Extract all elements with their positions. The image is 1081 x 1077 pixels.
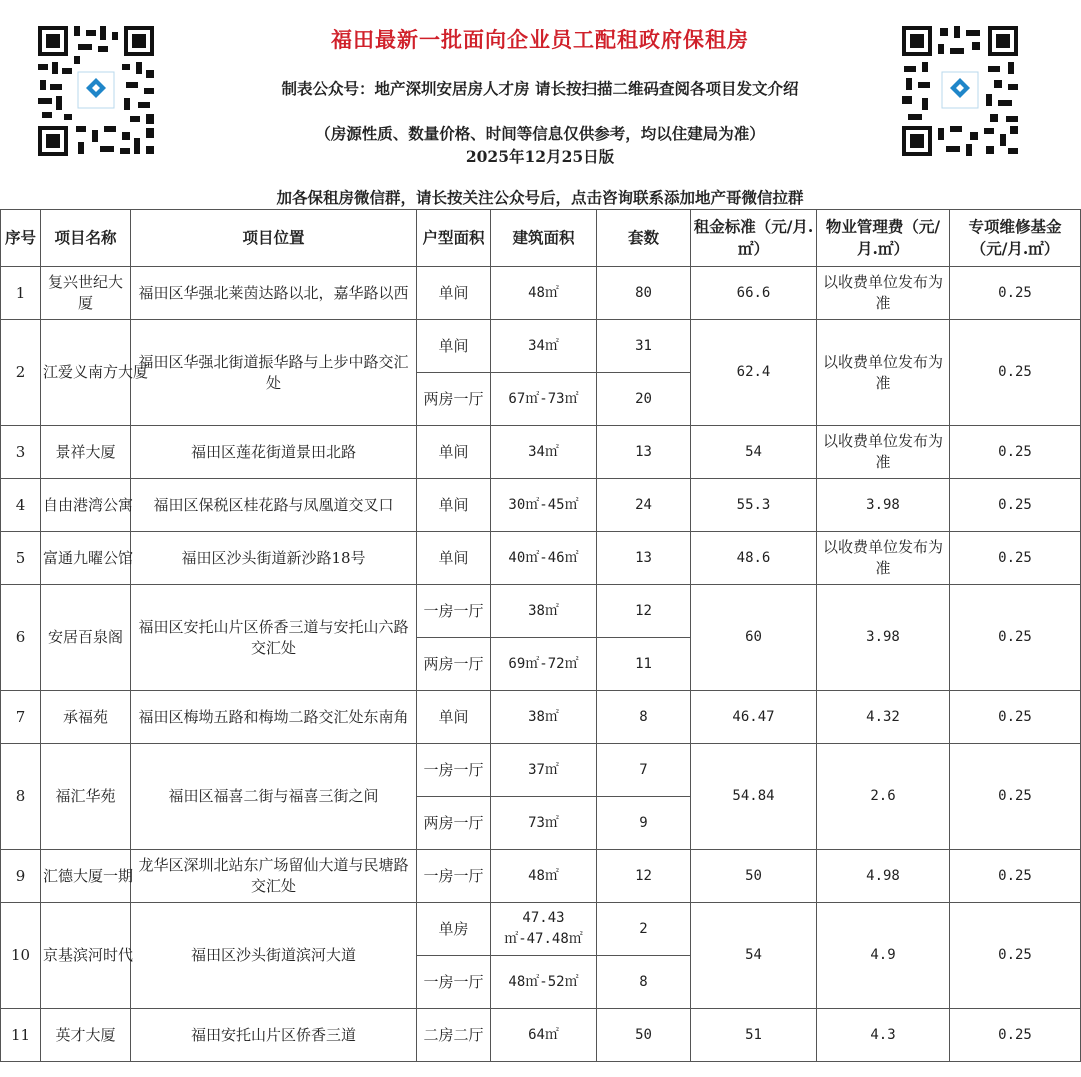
header-area: 建筑面积 bbox=[491, 210, 597, 267]
row-name: 英才大厦 bbox=[41, 1009, 131, 1062]
row-units: 8 bbox=[597, 956, 691, 1009]
row-area: 37㎡ bbox=[491, 744, 597, 797]
row-type: 两房一厅 bbox=[417, 638, 491, 691]
header-fund: 专项维修基金（元/月.㎡） bbox=[950, 210, 1081, 267]
row-location: 福田区安托山片区侨香三道与安托山六路交汇处 bbox=[131, 585, 417, 691]
row-units: 12 bbox=[597, 850, 691, 903]
header-name: 项目名称 bbox=[41, 210, 131, 267]
row-type: 一房一厅 bbox=[417, 744, 491, 797]
row-fund: 0.25 bbox=[950, 479, 1081, 532]
row-fund: 0.25 bbox=[950, 903, 1081, 1009]
row-type: 两房一厅 bbox=[417, 373, 491, 426]
row-location: 福田安托山片区侨香三道 bbox=[131, 1009, 417, 1062]
row-units: 13 bbox=[597, 532, 691, 585]
row-units: 24 bbox=[597, 479, 691, 532]
row-type: 单房 bbox=[417, 903, 491, 956]
row-fee: 4.98 bbox=[817, 850, 950, 903]
header-rent: 租金标准（元/月.㎡） bbox=[691, 210, 817, 267]
row-units: 2 bbox=[597, 903, 691, 956]
row-type: 一房一厅 bbox=[417, 850, 491, 903]
row-fee: 以收费单位发布为准 bbox=[817, 320, 950, 426]
row-units: 12 bbox=[597, 585, 691, 638]
row-type: 一房一厅 bbox=[417, 585, 491, 638]
row-rent: 54 bbox=[691, 903, 817, 1009]
row-area: 64㎡ bbox=[491, 1009, 597, 1062]
row-fund: 0.25 bbox=[950, 320, 1081, 426]
table-header-row bbox=[1, 210, 1081, 267]
table-row bbox=[1, 903, 1081, 956]
table-row bbox=[1, 744, 1081, 797]
header-fee: 物业管理费（元/月.㎡） bbox=[817, 210, 950, 267]
wechat-group-note: 加各保租房微信群，请长按关注公众号后，点击咨询联系添加地产哥微信拉群 bbox=[276, 188, 804, 207]
row-units: 80 bbox=[597, 267, 691, 320]
row-no: 5 bbox=[1, 532, 41, 585]
row-location: 福田区福喜二街与福喜三街之间 bbox=[131, 744, 417, 850]
housing-table bbox=[0, 209, 1081, 1062]
row-no: 10 bbox=[1, 903, 41, 1009]
row-fund: 0.25 bbox=[950, 267, 1081, 320]
qr-code-left[interactable] bbox=[34, 22, 158, 160]
row-no: 3 bbox=[1, 426, 41, 479]
row-units: 50 bbox=[597, 1009, 691, 1062]
row-rent: 51 bbox=[691, 1009, 817, 1062]
row-name: 京基滨河时代 bbox=[41, 903, 131, 1009]
row-rent: 46.47 bbox=[691, 691, 817, 744]
row-area: 48㎡ bbox=[491, 267, 597, 320]
row-location: 福田区沙头街道新沙路18号 bbox=[131, 532, 417, 585]
row-rent: 50 bbox=[691, 850, 817, 903]
row-type: 二房二厅 bbox=[417, 1009, 491, 1062]
row-rent: 60 bbox=[691, 585, 817, 691]
qr-code-right[interactable] bbox=[898, 22, 1022, 160]
table-row bbox=[1, 479, 1081, 532]
row-no: 8 bbox=[1, 744, 41, 850]
header-no: 序号 bbox=[1, 210, 41, 267]
header-type: 户型面积 bbox=[417, 210, 491, 267]
row-location: 龙华区深圳北站东广场留仙大道与民塘路交汇处 bbox=[131, 850, 417, 903]
row-area: 38㎡ bbox=[491, 585, 597, 638]
table-row bbox=[1, 426, 1081, 479]
row-type: 单间 bbox=[417, 267, 491, 320]
row-area: 30㎡-45㎡ bbox=[491, 479, 597, 532]
row-name: 自由港湾公寓 bbox=[41, 479, 131, 532]
row-fee: 以收费单位发布为准 bbox=[817, 532, 950, 585]
row-fund: 0.25 bbox=[950, 691, 1081, 744]
row-area: 73㎡ bbox=[491, 797, 597, 850]
row-name: 景祥大厦 bbox=[41, 426, 131, 479]
qr-code-icon bbox=[898, 22, 1022, 160]
disclaimer-note: （房源性质、数量价格、时间等信息仅供参考，均以住建局为准） bbox=[315, 124, 765, 143]
row-units: 31 bbox=[597, 320, 691, 373]
row-name: 汇德大厦一期 bbox=[41, 850, 131, 903]
table-row bbox=[1, 267, 1081, 320]
row-units: 20 bbox=[597, 373, 691, 426]
table-row bbox=[1, 1009, 1081, 1062]
row-location: 福田区华强北莱茵达路以北，嘉华路以西 bbox=[131, 267, 417, 320]
row-fee: 4.32 bbox=[817, 691, 950, 744]
row-type: 单间 bbox=[417, 479, 491, 532]
row-units: 8 bbox=[597, 691, 691, 744]
row-area: 47.43㎡-47.48㎡ bbox=[491, 903, 597, 956]
row-fee: 4.3 bbox=[817, 1009, 950, 1062]
row-area: 38㎡ bbox=[491, 691, 597, 744]
row-type: 单间 bbox=[417, 320, 491, 373]
row-rent: 54.84 bbox=[691, 744, 817, 850]
row-no: 2 bbox=[1, 320, 41, 426]
row-rent: 62.4 bbox=[691, 320, 817, 426]
row-no: 11 bbox=[1, 1009, 41, 1062]
header-location: 项目位置 bbox=[131, 210, 417, 267]
row-fee: 3.98 bbox=[817, 585, 950, 691]
row-no: 9 bbox=[1, 850, 41, 903]
row-type: 单间 bbox=[417, 691, 491, 744]
row-no: 7 bbox=[1, 691, 41, 744]
row-area: 40㎡-46㎡ bbox=[491, 532, 597, 585]
table-row bbox=[1, 691, 1081, 744]
row-fund: 0.25 bbox=[950, 1009, 1081, 1062]
row-type: 单间 bbox=[417, 532, 491, 585]
row-fund: 0.25 bbox=[950, 744, 1081, 850]
row-units: 9 bbox=[597, 797, 691, 850]
row-no: 6 bbox=[1, 585, 41, 691]
row-name: 江爱义南方大厦 bbox=[41, 320, 131, 426]
row-fee: 4.9 bbox=[817, 903, 950, 1009]
row-no: 4 bbox=[1, 479, 41, 532]
table-row bbox=[1, 585, 1081, 638]
row-area: 69㎡-72㎡ bbox=[491, 638, 597, 691]
row-name: 福汇华苑 bbox=[41, 744, 131, 850]
edition-date: 2025年12月25日版 bbox=[465, 147, 615, 166]
row-type: 一房一厅 bbox=[417, 956, 491, 1009]
row-area: 48㎡ bbox=[491, 850, 597, 903]
row-fund: 0.25 bbox=[950, 850, 1081, 903]
row-fee: 2.6 bbox=[817, 744, 950, 850]
row-area: 67㎡-73㎡ bbox=[491, 373, 597, 426]
row-no: 1 bbox=[1, 267, 41, 320]
row-units: 13 bbox=[597, 426, 691, 479]
table-row bbox=[1, 532, 1081, 585]
table-row bbox=[1, 320, 1081, 373]
row-area: 34㎡ bbox=[491, 320, 597, 373]
row-location: 福田区沙头街道滨河大道 bbox=[131, 903, 417, 1009]
row-fund: 0.25 bbox=[950, 426, 1081, 479]
row-units: 7 bbox=[597, 744, 691, 797]
row-fee: 3.98 bbox=[817, 479, 950, 532]
page-title: 福田最新一批面向企业员工配租政府保租房 bbox=[331, 27, 749, 52]
row-location: 福田区莲花街道景田北路 bbox=[131, 426, 417, 479]
row-area: 48㎡-52㎡ bbox=[491, 956, 597, 1009]
row-type: 两房一厅 bbox=[417, 797, 491, 850]
row-fee: 以收费单位发布为准 bbox=[817, 426, 950, 479]
qr-code-icon bbox=[34, 22, 158, 160]
row-name: 安居百泉阁 bbox=[41, 585, 131, 691]
header-units: 套数 bbox=[597, 210, 691, 267]
row-rent: 55.3 bbox=[691, 479, 817, 532]
row-name: 承福苑 bbox=[41, 691, 131, 744]
row-fund: 0.25 bbox=[950, 532, 1081, 585]
row-location: 福田区保税区桂花路与凤凰道交叉口 bbox=[131, 479, 417, 532]
row-name: 富通九曜公馆 bbox=[41, 532, 131, 585]
page-header bbox=[0, 0, 1080, 210]
row-rent: 66.6 bbox=[691, 267, 817, 320]
row-units: 11 bbox=[597, 638, 691, 691]
row-location: 福田区梅坳五路和梅坳二路交汇处东南角 bbox=[131, 691, 417, 744]
row-fee: 以收费单位发布为准 bbox=[817, 267, 950, 320]
row-area: 34㎡ bbox=[491, 426, 597, 479]
row-rent: 48.6 bbox=[691, 532, 817, 585]
page-subtitle: 制表公众号：地产深圳安居房人才房 请长按扫描二维码查阅各项目发文介绍 bbox=[281, 79, 799, 98]
row-location: 福田区华强北街道振华路与上步中路交汇处 bbox=[131, 320, 417, 426]
row-rent: 54 bbox=[691, 426, 817, 479]
row-type: 单间 bbox=[417, 426, 491, 479]
table-row bbox=[1, 850, 1081, 903]
row-fund: 0.25 bbox=[950, 585, 1081, 691]
row-name: 复兴世纪大厦 bbox=[41, 267, 131, 320]
